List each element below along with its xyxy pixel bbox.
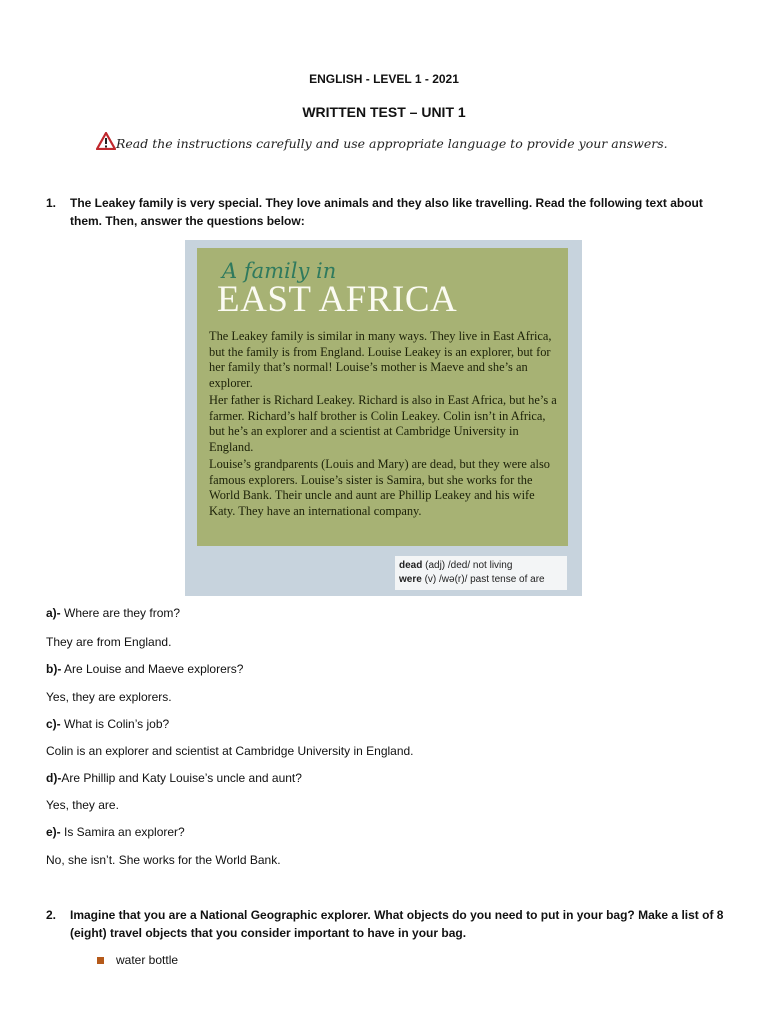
question-1-number: 1. bbox=[46, 196, 57, 210]
figure-title-big: EAST AFRICA bbox=[217, 279, 458, 320]
list-item bbox=[97, 953, 178, 967]
list-item-text: water bottle bbox=[116, 953, 179, 967]
answer-d: Yes, they are. bbox=[46, 798, 119, 812]
question-1 bbox=[46, 194, 726, 230]
question-e: e)- Is Samira an explorer? bbox=[46, 825, 185, 839]
bullet-icon bbox=[97, 957, 104, 964]
question-b: b)- Are Louise and Maeve explorers? bbox=[46, 662, 244, 676]
answer-e: No, she isn’t. She works for the World Bank. bbox=[46, 853, 281, 867]
glossary-box bbox=[395, 556, 567, 590]
answer-c: Colin is an explorer and scientist at Cambridge University in England. bbox=[46, 744, 414, 758]
figure-paragraph: Her father is Richard Leakey. Richard is also in East Africa, but he’s a farmer. Richard’s half brother is Colin Leakey. Colin isn’t in Africa, but he’s an explorer and a scientist at Cambridge University in England. bbox=[209, 393, 557, 454]
test-title: WRITTEN TEST – UNIT 1 bbox=[302, 104, 466, 120]
question-1-text: The Leakey family is very special. They love animals and they also like travelling. Read the following text about them. Then, answer the questions below: bbox=[70, 196, 703, 228]
question-a: a)- Where are they from? bbox=[46, 606, 181, 620]
warning-icon bbox=[96, 132, 116, 150]
figure-title-small: A family in bbox=[222, 259, 337, 283]
course-heading: ENGLISH - LEVEL 1 - 2021 bbox=[309, 72, 459, 86]
question-c: c)- What is Colin’s job? bbox=[46, 717, 170, 731]
glossary-entry: were (v) /wə(r)/ past tense of are bbox=[399, 574, 545, 585]
question-d: d)-Are Phillip and Katy Louise’s uncle and aunt? bbox=[46, 771, 302, 785]
question-2-text: Imagine that you are a National Geographic explorer. What objects do you need to put in your bag? Make a list of 8 (eight) travel objects that you consider important to have in your bag. bbox=[70, 908, 724, 940]
question-2-number: 2. bbox=[46, 908, 57, 922]
instruction-text: Read the instructions carefully and use appropriate language to provide your answers. bbox=[116, 136, 668, 151]
figure-paragraph: Louise’s grandparents (Louis and Mary) are dead, but they were also famous explorers. Louise’s sister is Samira, but she works for the World Bank. Their uncle and aunt are Phillip Leakey and his wife Katy. They have an international company. bbox=[209, 457, 550, 518]
answer-b: Yes, they are explorers. bbox=[46, 690, 172, 704]
answer-a: They are from England. bbox=[46, 635, 172, 649]
glossary-entry: dead (adj) /ded/ not living bbox=[399, 560, 513, 571]
question-2 bbox=[46, 906, 726, 942]
reading-panel bbox=[197, 248, 568, 546]
figure-paragraph: The Leakey family is similar in many ways. They live in East Africa, but the family is from England. Louise Leakey is an explorer, but for her family that’s normal! Louise’s mother is Maeve and she’s an explorer. bbox=[209, 329, 552, 390]
instruction-line bbox=[96, 132, 668, 151]
reading-figure bbox=[185, 240, 582, 596]
